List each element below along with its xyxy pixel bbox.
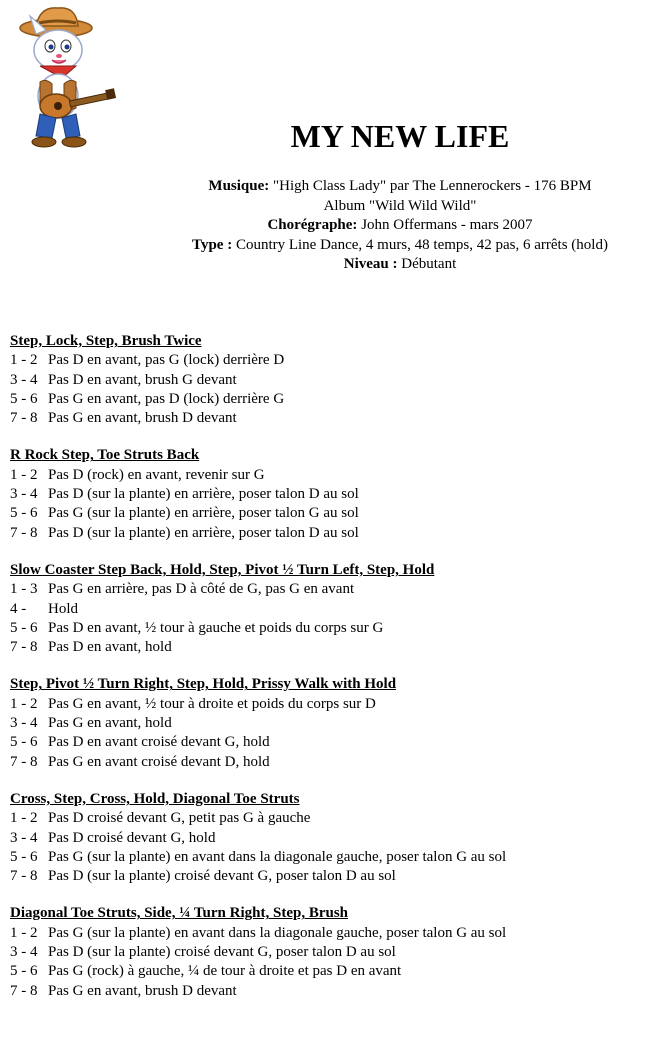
step-row: [10, 867, 655, 886]
step-counts: 5 - 6: [10, 390, 38, 407]
step-description: Pas G en avant, hold: [48, 715, 172, 732]
step-description: Pas D croisé devant G, petit pas G à gauche: [48, 810, 311, 827]
step-row: [10, 733, 655, 752]
section-heading: Step, Lock, Step, Brush Twice: [10, 333, 202, 349]
step-row: [10, 924, 655, 943]
step-row: [10, 714, 655, 733]
step-counts: 1 - 2: [10, 924, 38, 941]
section-heading: Slow Coaster Step Back, Hold, Step, Pivot ½ Turn Left, Step, Hold: [10, 561, 435, 578]
section-heading: Cross, Step, Cross, Hold, Diagonal Toe Struts: [10, 790, 300, 807]
choreographer-value: John Offermans - mars 2007: [361, 217, 533, 233]
type-line: [150, 236, 650, 256]
step-description: Pas G (sur la plante) en avant dans la diagonale gauche, poser talon G au sol: [48, 924, 507, 941]
step-counts: 3 - 4: [10, 829, 38, 846]
step-row: [10, 466, 655, 485]
step-row: [10, 848, 655, 867]
step-description: Pas D en avant, pas G (lock) derrière D: [48, 352, 285, 369]
step-counts: 3 - 4: [10, 486, 38, 503]
step-row: [10, 580, 655, 599]
step-row: [10, 619, 655, 638]
section-heading: Diagonal Toe Struts, Side, ¼ Turn Right, Step, Brush: [10, 905, 349, 922]
step-counts: 1 - 2: [10, 352, 38, 369]
section-heading: Step, Pivot ½ Turn Right, Step, Hold, Prissy Walk with Hold: [10, 676, 397, 693]
step-counts: 1 - 2: [10, 695, 38, 712]
step-row: [10, 504, 655, 523]
step-counts: 7 - 8: [10, 982, 38, 999]
step-section: [10, 675, 655, 771]
music-line: [150, 177, 650, 197]
step-description: Pas D (sur la plante) en arrière, poser talon D au sol: [48, 486, 359, 503]
cowboy-cat-guitar-illustration: [6, 4, 118, 150]
step-description: Pas G en avant croisé devant D, hold: [48, 753, 270, 770]
step-section: [10, 446, 655, 542]
step-row: [10, 638, 655, 657]
step-counts: 5 - 6: [10, 848, 38, 865]
step-counts: 5 - 6: [10, 619, 38, 636]
step-counts: 7 - 8: [10, 753, 38, 770]
choreographer-line: [150, 216, 650, 236]
step-description: Pas G (sur la plante) en avant dans la diagonale gauche, poser talon G au sol: [48, 848, 507, 865]
step-description: Pas G (rock) à gauche, ¼ de tour à droite et pas D en avant: [48, 963, 402, 980]
step-counts: 1 - 2: [10, 810, 38, 827]
step-row: [10, 409, 655, 428]
level-value: Débutant: [401, 256, 457, 272]
choreographer-label: Chorégraphe:: [267, 217, 358, 233]
step-counts: 5 - 6: [10, 963, 38, 980]
step-description: Pas D croisé devant G, hold: [48, 829, 216, 846]
step-section: [10, 332, 655, 428]
step-counts: 3 - 4: [10, 371, 38, 388]
step-counts: 3 - 4: [10, 715, 38, 732]
level-label: Niveau :: [343, 256, 398, 272]
step-description: Pas D en avant, brush G devant: [48, 371, 237, 388]
step-row: [10, 371, 655, 390]
step-row: [10, 695, 655, 714]
step-counts: 7 - 8: [10, 639, 38, 656]
step-counts: 7 - 8: [10, 410, 38, 427]
section-heading: R Rock Step, Toe Struts Back: [10, 447, 200, 464]
step-row: [10, 485, 655, 504]
step-description: Pas G en avant, brush D devant: [48, 982, 237, 999]
album-line: Album "Wild Wild Wild": [323, 197, 477, 214]
step-description: Pas G en avant, pas D (lock) derrière G: [48, 390, 285, 407]
step-description: Pas G en arrière, pas D à côté de G, pas G en avant: [48, 581, 355, 598]
step-counts: 1 - 2: [10, 466, 38, 483]
step-row: [10, 600, 655, 619]
dance-title: MY NEW LIFE: [290, 118, 510, 154]
step-row: [10, 829, 655, 848]
type-label: Type :: [192, 236, 233, 253]
step-counts: 4 -: [10, 600, 27, 617]
music-value: "High Class Lady" par The Lennerockers - 176 BPM: [273, 178, 592, 194]
step-description: Pas G en avant, brush D devant: [48, 410, 237, 427]
step-row: [10, 524, 655, 543]
step-section: [10, 904, 655, 1000]
step-description: Pas D (sur la plante) en arrière, poser talon D au sol: [48, 524, 359, 541]
step-description: Pas D (sur la plante) croisé devant G, poser talon D au sol: [48, 868, 396, 885]
step-row: [10, 982, 655, 1001]
step-row: [10, 351, 655, 370]
step-sections: [10, 332, 655, 1019]
step-description: Pas D (rock) en avant, revenir sur G: [48, 466, 265, 483]
step-description: Pas D en avant, ½ tour à gauche et poids du corps sur G: [48, 619, 384, 636]
step-row: [10, 962, 655, 981]
dance-metadata: [150, 177, 650, 275]
step-counts: 7 - 8: [10, 524, 38, 541]
step-counts: 5 - 6: [10, 505, 38, 522]
type-value: Country Line Dance, 4 murs, 48 temps, 42 pas, 6 arrêts (hold): [235, 236, 608, 253]
step-description: Hold: [48, 600, 78, 617]
step-description: Pas D en avant croisé devant G, hold: [48, 734, 270, 751]
step-counts: 3 - 4: [10, 944, 38, 961]
level-line: [150, 255, 650, 275]
step-row: [10, 809, 655, 828]
step-counts: 1 - 3: [10, 581, 38, 598]
step-description: Pas D (sur la plante) croisé devant G, poser talon D au sol: [48, 944, 396, 961]
music-label: Musique:: [208, 178, 270, 194]
step-description: Pas G (sur la plante) en arrière, poser talon G au sol: [48, 505, 359, 522]
step-counts: 7 - 8: [10, 868, 38, 885]
step-counts: 5 - 6: [10, 734, 38, 751]
step-section: [10, 790, 655, 886]
step-row: [10, 753, 655, 772]
step-description: Pas G en avant, ½ tour à droite et poids du corps sur D: [48, 695, 376, 712]
step-section: [10, 561, 655, 657]
step-row: [10, 943, 655, 962]
step-row: [10, 390, 655, 409]
step-description: Pas D en avant, hold: [48, 639, 172, 656]
